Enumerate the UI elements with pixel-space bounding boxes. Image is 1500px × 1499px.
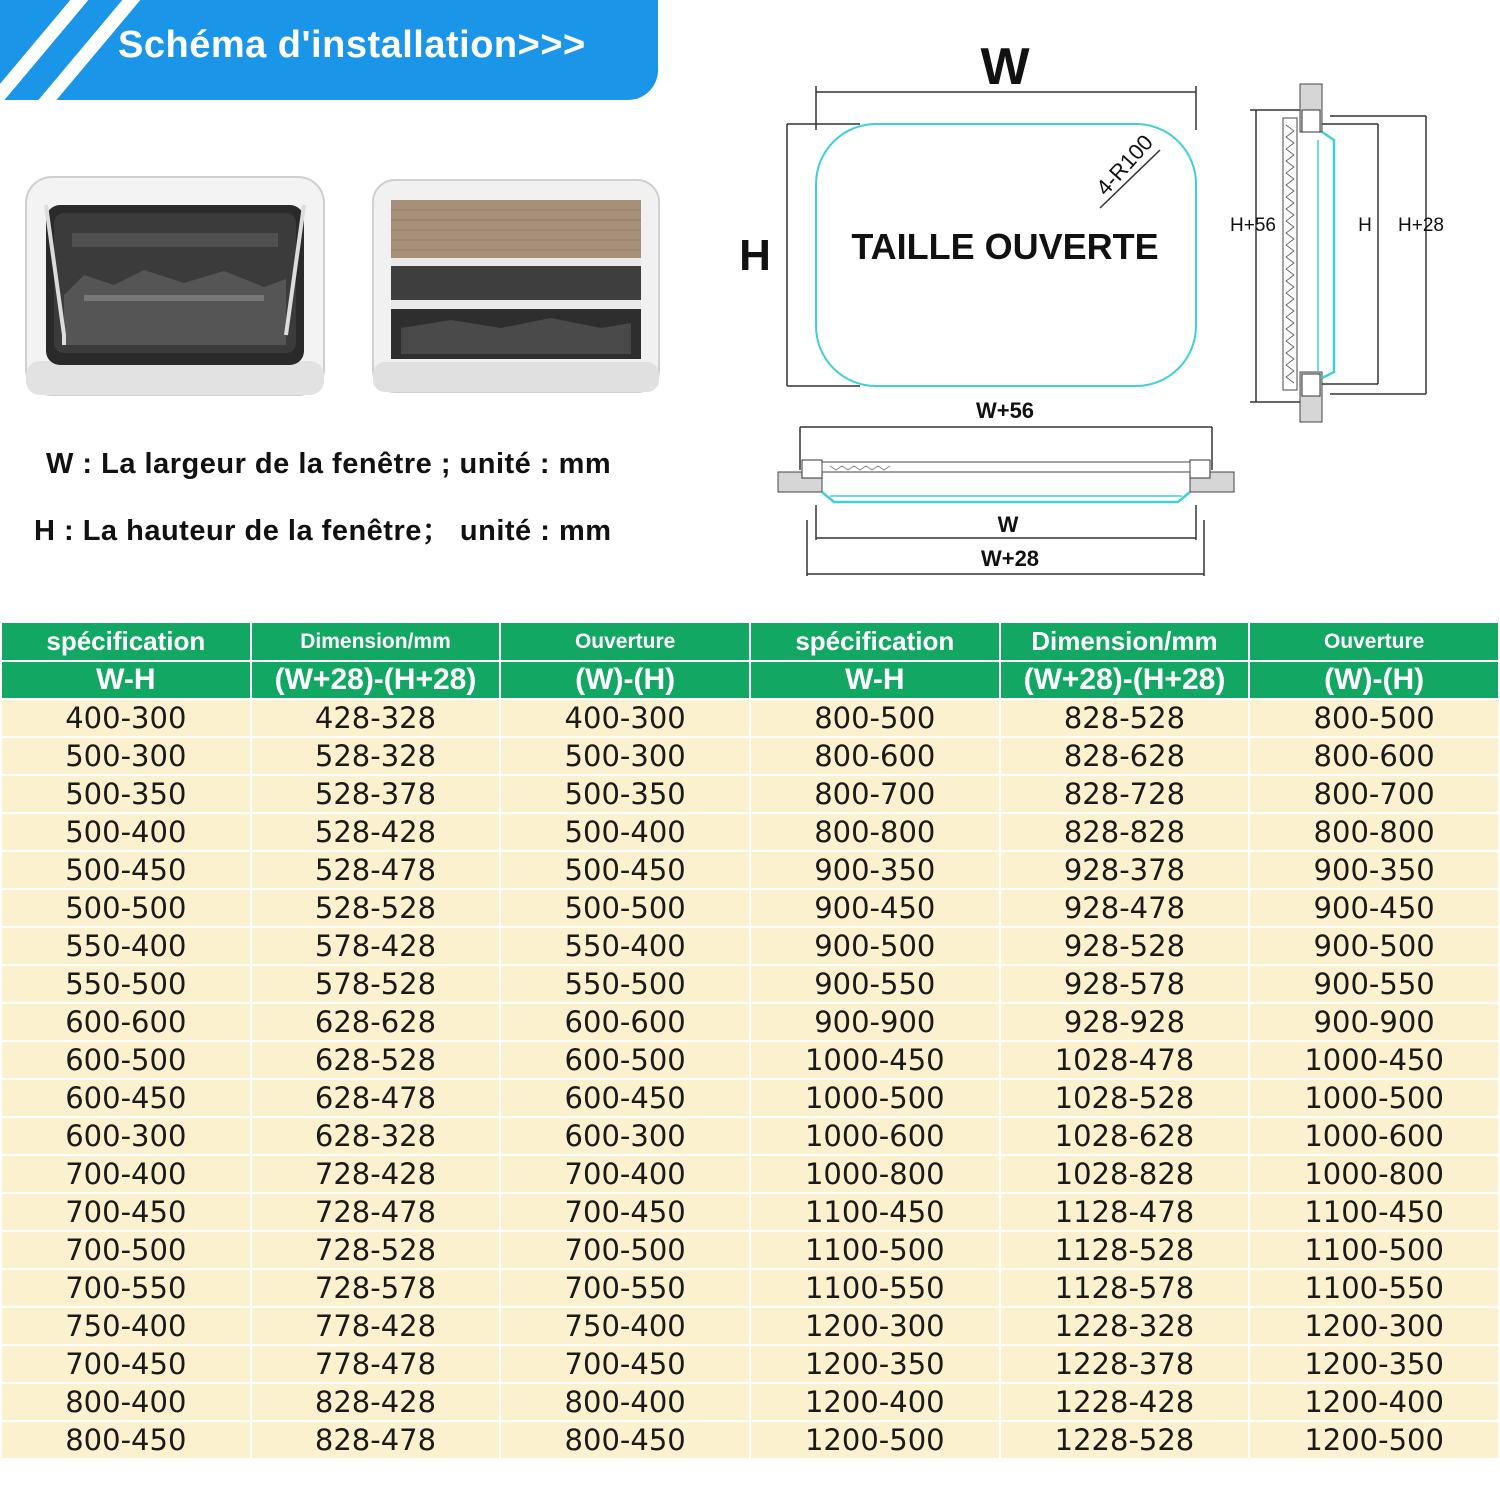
table-cell: 400-300: [1, 699, 251, 737]
table-row: [1, 813, 1499, 851]
table-cell: 578-528: [251, 965, 501, 1003]
dim-h28: H+28: [1398, 215, 1444, 236]
table-cell: 1028-628: [1000, 1117, 1250, 1155]
table-cell: 578-428: [251, 927, 501, 965]
table-cell: 600-450: [1, 1079, 251, 1117]
table-cell: 1200-500: [750, 1421, 1000, 1459]
header-cell: Dimension/mm: [251, 622, 501, 661]
dim-w-bottom: W: [997, 512, 1019, 537]
table-cell: 550-400: [500, 927, 750, 965]
table-cell: 928-378: [1000, 851, 1250, 889]
table-cell: 600-300: [1, 1117, 251, 1155]
table-cell: 700-550: [500, 1269, 750, 1307]
table-cell: 728-478: [251, 1193, 501, 1231]
table-cell: 800-400: [500, 1383, 750, 1421]
table-cell: 1100-550: [1249, 1269, 1499, 1307]
table-cell: 828-728: [1000, 775, 1250, 813]
dim-h-left: H: [739, 231, 771, 280]
table-cell: 700-500: [1, 1231, 251, 1269]
table-cell: 1000-600: [750, 1117, 1000, 1155]
table-cell: 500-300: [1, 737, 251, 775]
header-cell: (W+28)-(H+28): [251, 661, 501, 699]
table-cell: 550-400: [1, 927, 251, 965]
installation-diagram: [720, 20, 1500, 590]
table-cell: 500-400: [500, 813, 750, 851]
header-cell: W-H: [1, 661, 251, 699]
table-cell: 550-500: [500, 965, 750, 1003]
table-cell: 1028-478: [1000, 1041, 1250, 1079]
table-cell: 900-500: [750, 927, 1000, 965]
corner-radius-label: 4-R100: [1090, 129, 1158, 201]
table-row: [1, 1193, 1499, 1231]
table-cell: 1000-600: [1249, 1117, 1499, 1155]
table-cell: 728-528: [251, 1231, 501, 1269]
table-cell: 700-400: [500, 1155, 750, 1193]
open-size-label: TAILLE OUVERTE: [851, 226, 1159, 267]
table-cell: 1000-800: [1249, 1155, 1499, 1193]
table-row: [1, 1307, 1499, 1345]
table-cell: 600-450: [500, 1079, 750, 1117]
dim-w-top: W: [980, 38, 1030, 96]
header-cell: W-H: [750, 661, 1000, 699]
legend-width: W : La largeur de la fenêtre ; unité : mm: [46, 448, 612, 480]
header-cell: (W)-(H): [500, 661, 750, 699]
table-cell: 628-628: [251, 1003, 501, 1041]
table-cell: 500-400: [1, 813, 251, 851]
banner-title: Schéma d'installation>>>: [118, 24, 586, 66]
table-cell: 600-500: [1, 1041, 251, 1079]
table-cell: 700-500: [500, 1231, 750, 1269]
table-cell: 900-900: [750, 1003, 1000, 1041]
table-cell: 1000-500: [750, 1079, 1000, 1117]
table-cell: 1028-528: [1000, 1079, 1250, 1117]
table-cell: 750-400: [1, 1307, 251, 1345]
table-cell: 728-578: [251, 1269, 501, 1307]
table-cell: 1000-800: [750, 1155, 1000, 1193]
table-cell: 1100-450: [750, 1193, 1000, 1231]
table-cell: 900-500: [1249, 927, 1499, 965]
table-cell: 628-478: [251, 1079, 501, 1117]
header-cell: (W+28)-(H+28): [1000, 661, 1250, 699]
table-cell: 900-450: [1249, 889, 1499, 927]
banner: [0, 0, 658, 100]
spec-table-body: [1, 699, 1499, 1459]
table-row: [1, 1003, 1499, 1041]
table-cell: 628-528: [251, 1041, 501, 1079]
table-cell: 1100-500: [1249, 1231, 1499, 1269]
table-cell: 1200-350: [750, 1345, 1000, 1383]
dim-h-side: H: [1358, 215, 1372, 236]
table-cell: 528-478: [251, 851, 501, 889]
table-row: [1, 1231, 1499, 1269]
table-cell: 500-350: [1, 775, 251, 813]
table-cell: 828-478: [251, 1421, 501, 1459]
table-cell: 800-600: [1249, 737, 1499, 775]
table-row: [1, 1269, 1499, 1307]
table-cell: 1200-500: [1249, 1421, 1499, 1459]
table-cell: 800-450: [500, 1421, 750, 1459]
table-cell: 528-428: [251, 813, 501, 851]
spec-table: [0, 621, 1500, 1460]
table-cell: 900-550: [750, 965, 1000, 1003]
table-cell: 900-900: [1249, 1003, 1499, 1041]
table-row: [1, 699, 1499, 737]
table-cell: 828-428: [251, 1383, 501, 1421]
dim-w28: W+28: [980, 546, 1040, 571]
table-cell: 928-528: [1000, 927, 1250, 965]
table-cell: 800-500: [750, 699, 1000, 737]
table-cell: 1200-300: [750, 1307, 1000, 1345]
table-cell: 600-600: [1, 1003, 251, 1041]
table-cell: 1100-450: [1249, 1193, 1499, 1231]
table-row: [1, 1079, 1499, 1117]
table-cell: 500-450: [1, 851, 251, 889]
table-cell: 700-550: [1, 1269, 251, 1307]
table-cell: 728-428: [251, 1155, 501, 1193]
table-row: [1, 965, 1499, 1003]
table-cell: 1000-450: [750, 1041, 1000, 1079]
table-cell: 828-528: [1000, 699, 1250, 737]
table-cell: 700-450: [500, 1345, 750, 1383]
table-cell: 1000-500: [1249, 1079, 1499, 1117]
table-cell: 1000-450: [1249, 1041, 1499, 1079]
table-cell: 828-828: [1000, 813, 1250, 851]
table-cell: 1100-550: [750, 1269, 1000, 1307]
header-cell: Dimension/mm: [1000, 622, 1250, 661]
table-cell: 1128-478: [1000, 1193, 1250, 1231]
table-cell: 528-528: [251, 889, 501, 927]
table-cell: 900-350: [1249, 851, 1499, 889]
table-cell: 900-450: [750, 889, 1000, 927]
table-cell: 700-400: [1, 1155, 251, 1193]
table-cell: 800-800: [1249, 813, 1499, 851]
header-cell: Ouverture: [500, 622, 750, 661]
table-cell: 528-328: [251, 737, 501, 775]
table-cell: 500-450: [500, 851, 750, 889]
table-cell: 1200-400: [750, 1383, 1000, 1421]
table-cell: 800-450: [1, 1421, 251, 1459]
table-row: [1, 775, 1499, 813]
table-cell: 700-450: [500, 1193, 750, 1231]
table-cell: 1200-350: [1249, 1345, 1499, 1383]
table-row: [1, 1117, 1499, 1155]
table-row: [1, 1041, 1499, 1079]
table-cell: 600-300: [500, 1117, 750, 1155]
table-cell: 778-428: [251, 1307, 501, 1345]
table-cell: 800-500: [1249, 699, 1499, 737]
table-cell: 1100-500: [750, 1231, 1000, 1269]
header-cell: (W)-(H): [1249, 661, 1499, 699]
table-row: [1, 851, 1499, 889]
table-cell: 528-378: [251, 775, 501, 813]
table-cell: 628-328: [251, 1117, 501, 1155]
table-cell: 1200-300: [1249, 1307, 1499, 1345]
table-cell: 428-328: [251, 699, 501, 737]
table-row: [1, 927, 1499, 965]
table-cell: 928-478: [1000, 889, 1250, 927]
table-cell: 900-550: [1249, 965, 1499, 1003]
dim-h56: H+56: [1230, 215, 1276, 236]
legend-height: H : La hauteur de la fenêtre； unité : mm: [34, 515, 612, 547]
table-cell: 800-400: [1, 1383, 251, 1421]
header-row-1: [1, 622, 1499, 661]
table-cell: 928-928: [1000, 1003, 1250, 1041]
table-cell: 800-800: [750, 813, 1000, 851]
table-cell: 700-450: [1, 1193, 251, 1231]
table-cell: 800-600: [750, 737, 1000, 775]
header-cell: Ouverture: [1249, 622, 1499, 661]
table-cell: 778-478: [251, 1345, 501, 1383]
table-cell: 600-600: [500, 1003, 750, 1041]
window-photo-blind: [371, 178, 661, 394]
table-cell: 1200-400: [1249, 1383, 1499, 1421]
table-cell: 1028-828: [1000, 1155, 1250, 1193]
table-cell: 500-300: [500, 737, 750, 775]
table-cell: 1228-528: [1000, 1421, 1250, 1459]
table-cell: 550-500: [1, 965, 251, 1003]
table-cell: 1128-528: [1000, 1231, 1250, 1269]
header-row-2: [1, 661, 1499, 699]
header-cell: spécification: [1, 622, 251, 661]
table-cell: 928-578: [1000, 965, 1250, 1003]
window-photo-open: [24, 175, 326, 397]
table-cell: 828-628: [1000, 737, 1250, 775]
table-cell: 400-300: [500, 699, 750, 737]
table-row: [1, 1155, 1499, 1193]
table-row: [1, 737, 1499, 775]
table-row: [1, 1421, 1499, 1459]
table-cell: 1228-328: [1000, 1307, 1250, 1345]
table-cell: 500-350: [500, 775, 750, 813]
table-cell: 500-500: [500, 889, 750, 927]
table-cell: 800-700: [1249, 775, 1499, 813]
table-cell: 500-500: [1, 889, 251, 927]
table-cell: 1128-578: [1000, 1269, 1250, 1307]
table-cell: 600-500: [500, 1041, 750, 1079]
table-row: [1, 889, 1499, 927]
table-cell: 750-400: [500, 1307, 750, 1345]
table-cell: 800-700: [750, 775, 1000, 813]
table-row: [1, 1345, 1499, 1383]
table-cell: 700-450: [1, 1345, 251, 1383]
table-cell: 900-350: [750, 851, 1000, 889]
header-cell: spécification: [750, 622, 1000, 661]
table-row: [1, 1383, 1499, 1421]
table-cell: 1228-378: [1000, 1345, 1250, 1383]
dim-w56: W+56: [975, 398, 1035, 423]
table-cell: 1228-428: [1000, 1383, 1250, 1421]
